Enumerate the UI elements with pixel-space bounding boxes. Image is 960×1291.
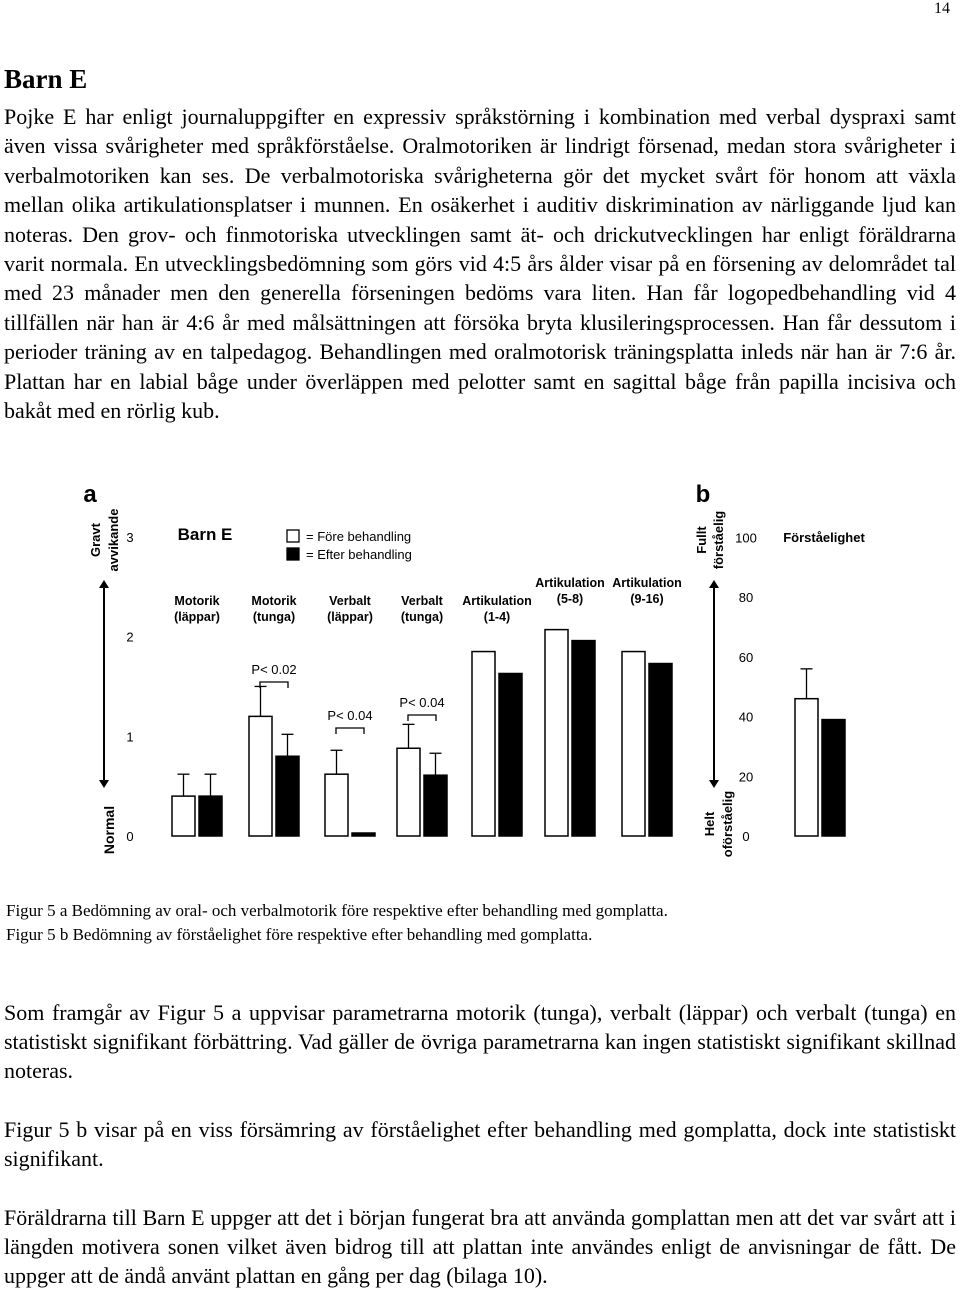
y-tick-label-b-0: 0 [742, 829, 750, 844]
figure-caption-a: Figur 5 a Bedömning av oral- och verbalmotorik före respektive efter behandling med gomplatta. [6, 901, 668, 920]
category-label-4-line1: Artikulation [462, 594, 532, 608]
a-bar-efter-0 [199, 796, 222, 836]
y-axis-top-label-line2: avvikande [106, 508, 121, 572]
significance-bracket-2 [408, 715, 436, 721]
paragraph-results-a: Som framgår av Figur 5 a uppvisar parametrarna motorik (tunga), verbalt (läppar) och verbalt (tunga) en statistiskt signifikant förbättring. Vad gäller de övriga parametrarna kan ingen statistiskt signifikant skillnad noteras. [4, 1000, 956, 1083]
y-axis-bottom-label-a: Normal [101, 805, 117, 855]
paragraph-results-b: Figur 5 b visar på en viss försämring av förståelighet efter behandling med gomplatta, dock inte statistiskt signifikant. [4, 1117, 956, 1171]
category-label-4-line2: (1-4) [483, 610, 511, 624]
chart-title-forstaelighet: Förståelighet [783, 530, 865, 545]
y-axis-top-label-b-line2: förståelig [711, 510, 726, 570]
y-axis-bottom-label-b-line1: Helt [702, 811, 717, 837]
legend-label-fore: = Före behandling [306, 529, 412, 544]
legend-swatch-fore [287, 530, 299, 542]
y-axis-arrow-a-head-bottom [99, 780, 109, 788]
y-tick-label-b-60: 60 [738, 649, 754, 665]
category-label-3-line2: (tunga) [400, 610, 444, 624]
category-label-3-line1: Verbalt [401, 594, 443, 608]
y-axis-top-label-line1: Gravt [88, 523, 103, 557]
chart-panel-b [694, 481, 865, 857]
a-bar-fore-0 [172, 796, 195, 836]
page-number: 14 [934, 0, 950, 17]
category-label-2-line2: (läppar) [327, 610, 373, 624]
y-axis-arrow-b-head-bottom [709, 780, 719, 788]
category-label-2-line1: Verbalt [329, 594, 371, 608]
a-bar-efter-5 [572, 641, 595, 836]
a-bar-fore-2 [325, 774, 348, 836]
paragraph-case-description: Pojke E har enligt journaluppgifter en expressiv språkstörning i kombination med verbal dyspraxi samt även vissa svårigheter med språkförståelse. Oralmotoriken är lindrigt försenad, medan stora svårigheter i verbalmotoriken kan ses. De verbalmotoriska svårigheterna gör det mycket svårt för honom att växla mellan olika artikulationsplatser i munnen. En osäkerhet i auditiv diskrimination av närliggande ljud kan noteras. Den grov- och finmotoriska utvecklingen samt ät- och drickutvecklingen har enligt föräldrarna varit normala. En utvecklingsbedömning som görs vid 4:5 års ålder visar på en försening av delområdet tal med 23 månader men den generella förseningen bedöms vara liten. Han får logopedbehandling vid 4 tillfällen när han är 4:6 år med målsättningen att försöka bryta klusileringsprocessen. Han får dessutom i perioder träning av en talpedagog. Behandlingen med oralmotorisk träningsplatta inleds när han är 7:6 år. Plattan har en labial båge under överläppen med pelotter samt en sagittal båge från papilla incisiva och bakåt med en rörlig kub. [4, 104, 956, 424]
y-axis-arrow-b-head-top [709, 580, 719, 588]
y-tick-label-a-2: 2 [126, 629, 134, 645]
a-bar-fore-5 [545, 630, 568, 836]
b-bar-fore-0 [795, 699, 818, 836]
chart-title-barn-e: Barn E [177, 525, 233, 544]
figure-5 [0, 470, 960, 880]
y-tick-label-b-80: 80 [738, 590, 754, 606]
y-tick-label-a-1: 1 [126, 729, 134, 745]
chart-panel-a [83, 481, 681, 854]
a-bar-fore-4 [472, 652, 495, 836]
y-tick-label-a-0: 0 [126, 829, 134, 844]
y-axis-arrow-a-head-top [99, 580, 109, 588]
figure-caption-b: Figur 5 b Bedömning av förståelighet före respektive efter behandling med gomplatta. [6, 925, 593, 944]
category-label-5-line2: (5-8) [556, 592, 584, 606]
panel-label-a: a [83, 481, 97, 508]
significance-label-0: P< 0.02 [251, 662, 297, 677]
y-axis-top-label-b-line1: Fullt [694, 526, 709, 554]
y-tick-label-b-40: 40 [738, 709, 754, 725]
a-bar-efter-1 [276, 756, 299, 836]
panel-label-b: b [695, 481, 711, 508]
a-bar-efter-2 [352, 833, 375, 836]
legend-label-efter: = Efter behandling [306, 547, 412, 562]
category-label-5-line1: Artikulation [535, 576, 605, 590]
y-tick-label-b-100: 100 [735, 530, 757, 546]
a-bar-fore-3 [397, 748, 420, 836]
category-label-6-line2: (9-16) [630, 592, 664, 606]
y-tick-label-a-3: 3 [126, 529, 134, 545]
a-bar-fore-1 [249, 716, 272, 836]
y-tick-label-b-20: 20 [738, 769, 754, 785]
paragraph-parents: Föräldrarna till Barn E uppger att det i början fungerat bra att använda gomplattan men att det var svårt att i längden motivera sonen vilket även bidrog till att plattan inte användes enligt de anvisningar de fått. De uppger att de ändå använt plattan en gång per dag (bilaga 10). [4, 1205, 956, 1288]
section-heading: Barn E [4, 64, 88, 94]
significance-label-2: P< 0.04 [399, 695, 445, 710]
significance-label-1: P< 0.04 [327, 708, 373, 723]
b-bar-efter-0 [822, 720, 845, 836]
category-label-1-line2: (tunga) [252, 610, 296, 624]
significance-bracket-1 [336, 728, 364, 734]
a-bar-efter-3 [424, 775, 447, 836]
category-label-0-line1: Motorik [174, 594, 220, 608]
a-bar-efter-4 [499, 673, 522, 836]
legend-swatch-efter [287, 548, 299, 560]
a-bar-fore-6 [622, 652, 645, 836]
category-label-6-line1: Artikulation [612, 576, 682, 590]
category-label-1-line1: Motorik [251, 594, 297, 608]
a-bar-efter-6 [649, 664, 672, 836]
category-label-0-line2: (läppar) [174, 610, 220, 624]
y-axis-bottom-label-b-line2: oförståelig [720, 790, 735, 858]
